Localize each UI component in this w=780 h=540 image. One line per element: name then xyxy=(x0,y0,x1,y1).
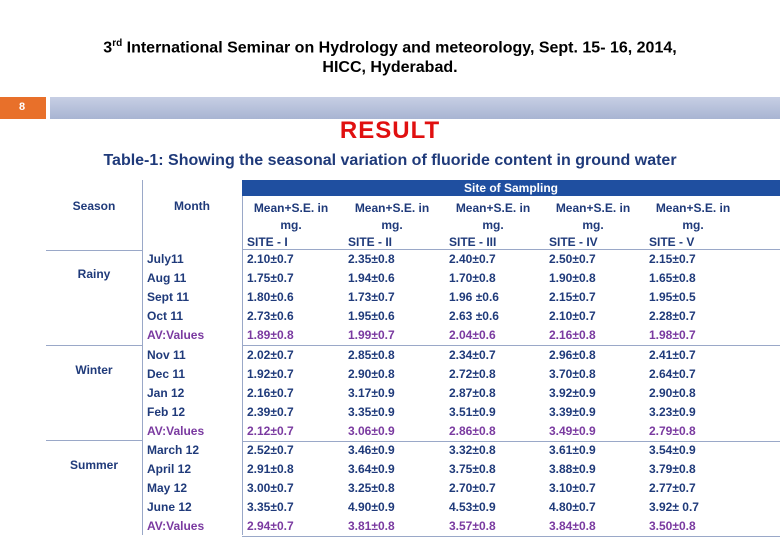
slide-number: 8 xyxy=(19,101,26,113)
table-cell-site-4: 2.50±0.7 xyxy=(549,252,596,266)
table-cell-site-5: 3.50±0.8 xyxy=(649,519,696,534)
site-3-header-line3: SITE - III xyxy=(449,235,497,249)
title-superscript: rd xyxy=(112,38,123,49)
title-line-1 xyxy=(0,34,780,58)
site-2-header-line3: SITE - II xyxy=(348,235,393,249)
table-cell-site-1: 3.35±0.7 xyxy=(247,500,294,515)
table-cell-site-2: 2.85±0.8 xyxy=(348,347,395,362)
season-column xyxy=(46,180,143,535)
table-cell-site-5: 3.79±0.8 xyxy=(649,462,696,477)
table-caption: Table-1: Showing the seasonal variation of fluoride content in ground water xyxy=(103,152,677,169)
result-heading: RESULT xyxy=(339,117,441,144)
table-cell-site-1: 2.16±0.7 xyxy=(247,385,294,400)
table-cell-site-3: 2.86±0.8 xyxy=(449,423,496,438)
table-cell-site-3: 1.70±0.8 xyxy=(449,271,496,286)
table-cell-site-4: 3.49±0.9 xyxy=(549,423,596,438)
table-cell-site-1: 2.39±0.7 xyxy=(247,404,294,419)
season-header: Season xyxy=(72,199,116,213)
table-cell-site-5: 2.79±0.8 xyxy=(649,423,696,438)
table-cell-site-2: 3.17±0.9 xyxy=(348,385,395,400)
slide-title xyxy=(0,34,780,78)
season-summer: Summer xyxy=(69,458,119,472)
site-4-header-line2: mg. xyxy=(582,218,604,232)
title-line-2: HICC, Hyderabad. xyxy=(322,59,458,77)
table-cell-site-3: 3.32±0.8 xyxy=(449,443,496,457)
table-row-month: Aug 11 xyxy=(147,271,187,286)
table-cell-site-3: 2.04±0.6 xyxy=(449,328,496,343)
table-cell-site-5: 2.15±0.7 xyxy=(649,252,696,266)
table-cell-site-4: 3.10±0.7 xyxy=(549,481,596,496)
season-row-divider xyxy=(242,345,780,346)
table-cell-site-5: 1.95±0.5 xyxy=(649,290,696,305)
table-row-month: Dec 11 xyxy=(147,366,186,381)
table-cell-site-4: 2.96±0.8 xyxy=(549,347,596,362)
season-winter: Winter xyxy=(75,363,113,377)
table-cell-site-5: 3.92± 0.7 xyxy=(649,500,699,515)
table-row-month: Sept 11 xyxy=(147,290,190,305)
table-cell-site-4: 3.84±0.8 xyxy=(549,519,596,534)
table-cell-site-2: 4.90±0.9 xyxy=(348,500,395,515)
site-5-header-line3: SITE - V xyxy=(649,235,695,249)
title-rest: International Seminar on Hydrology and meteorology, Sept. 15- 16, 2014, xyxy=(122,39,677,57)
table-cell-site-4: 2.10±0.7 xyxy=(549,309,596,324)
season-row-divider xyxy=(242,536,780,537)
table-cell-site-5: 2.90±0.8 xyxy=(649,385,696,400)
table-cell-site-2: 3.06±0.9 xyxy=(348,423,395,438)
site-2-header-line2: mg. xyxy=(381,218,403,232)
table-cell-site-1: 3.00±0.7 xyxy=(247,481,294,496)
table-cell-site-3: 3.51±0.9 xyxy=(449,404,496,419)
table-cell-site-1: 1.89±0.8 xyxy=(247,328,294,343)
table-row-month: April 12 xyxy=(147,462,192,477)
table-cell-site-5: 2.77±0.7 xyxy=(649,481,696,496)
table-cell-site-4: 4.80±0.7 xyxy=(549,500,596,515)
table-cell-site-2: 3.46±0.9 xyxy=(348,443,395,457)
table-cell-site-3: 1.96 ±0.6 xyxy=(449,290,499,305)
table-cell-site-1: 2.91±0.8 xyxy=(247,462,294,477)
table-cell-site-3: 3.75±0.8 xyxy=(449,462,496,477)
season-row-divider xyxy=(242,441,780,442)
table-cell-site-2: 2.35±0.8 xyxy=(348,252,395,266)
table-cell-site-1: 2.12±0.7 xyxy=(247,423,294,438)
table-row-month: AV:Values xyxy=(147,328,205,343)
table-row-month: Feb 12 xyxy=(147,404,186,419)
table-cell-site-1: 1.92±0.7 xyxy=(247,366,294,381)
table-row-month: June 12 xyxy=(147,500,192,515)
table-cell-site-3: 2.40±0.7 xyxy=(449,252,496,266)
table-row-month: May 12 xyxy=(147,481,188,496)
table-cell-site-1: 2.73±0.6 xyxy=(247,309,294,324)
table-cell-site-5: 1.65±0.8 xyxy=(649,271,696,286)
table-cell-site-4: 2.15±0.7 xyxy=(549,290,596,305)
table-cell-site-1: 2.94±0.7 xyxy=(247,519,294,534)
table-row-month: AV:Values xyxy=(147,519,205,534)
table-row-month: Nov 11 xyxy=(147,347,186,362)
table-cell-site-4: 1.90±0.8 xyxy=(549,271,596,286)
table-cell-site-4: 3.61±0.9 xyxy=(549,443,596,457)
site-3-header-line2: mg. xyxy=(482,218,504,232)
table-row-month: Jan 12 xyxy=(147,385,185,400)
table-row-month: Oct 11 xyxy=(147,309,184,324)
table-cell-site-1: 2.52±0.7 xyxy=(247,443,294,457)
table-cell-site-2: 1.99±0.7 xyxy=(348,328,395,343)
table-cell-site-5: 2.41±0.7 xyxy=(649,347,696,362)
season-rainy: Rainy xyxy=(77,267,111,281)
site-3-header-line1: Mean+S.E. in xyxy=(455,201,531,215)
decorative-bar xyxy=(50,97,780,119)
table-row-month: AV:Values xyxy=(147,423,205,438)
table-cell-site-2: 3.81±0.8 xyxy=(348,519,395,534)
table-cell-site-4: 3.39±0.9 xyxy=(549,404,596,419)
table-cell-site-2: 3.35±0.9 xyxy=(348,404,395,419)
table-cell-site-3: 3.57±0.8 xyxy=(449,519,496,534)
slide-number-bar xyxy=(0,97,46,119)
season-divider xyxy=(46,440,142,441)
table-cell-site-2: 2.90±0.8 xyxy=(348,366,395,381)
title-prefix: 3 xyxy=(103,39,113,57)
table-cell-site-5: 2.64±0.7 xyxy=(649,366,696,381)
table-cell-site-4: 3.92±0.9 xyxy=(549,385,596,400)
site-2-header-line1: Mean+S.E. in xyxy=(354,201,430,215)
site-1-header-line2: mg. xyxy=(280,218,302,232)
table-cell-site-4: 2.16±0.8 xyxy=(549,328,596,343)
site-1-header-line3: SITE - I xyxy=(247,235,288,249)
site-4-header-line3: SITE - IV xyxy=(549,235,598,249)
table-cell-site-1: 1.75±0.7 xyxy=(247,271,294,286)
site-5-header-line2: mg. xyxy=(682,218,704,232)
table-cell-site-1: 2.02±0.7 xyxy=(247,347,294,362)
table-row-month: March 12 xyxy=(147,443,200,457)
table-cell-site-2: 3.25±0.8 xyxy=(348,481,395,496)
table-cell-site-5: 3.23±0.9 xyxy=(649,404,696,419)
season-divider xyxy=(46,345,142,346)
site-4-header-line1: Mean+S.E. in xyxy=(555,201,631,215)
site-1-header-line1: Mean+S.E. in xyxy=(253,201,329,215)
table-cell-site-3: 2.70±0.7 xyxy=(449,481,496,496)
table-cell-site-2: 1.73±0.7 xyxy=(348,290,395,305)
table-cell-site-3: 2.87±0.8 xyxy=(449,385,496,400)
season-divider xyxy=(46,250,142,251)
table-cell-site-5: 3.54±0.9 xyxy=(649,443,696,457)
table-cell-site-4: 3.70±0.8 xyxy=(549,366,596,381)
table-cell-site-1: 1.80±0.6 xyxy=(247,290,294,305)
table-cell-site-2: 1.95±0.6 xyxy=(348,309,395,324)
table-cell-site-2: 1.94±0.6 xyxy=(348,271,395,286)
table-cell-site-3: 2.72±0.8 xyxy=(449,366,496,381)
table-cell-site-3: 2.63 ±0.6 xyxy=(449,309,499,324)
month-header: Month xyxy=(174,199,210,213)
site-5-header-line1: Mean+S.E. in xyxy=(655,201,731,215)
table-row-month: July11 xyxy=(147,252,184,266)
table-cell-site-4: 3.88±0.9 xyxy=(549,462,596,477)
table-cell-site-5: 2.28±0.7 xyxy=(649,309,696,324)
table-cell-site-5: 1.98±0.7 xyxy=(649,328,696,343)
table-cell-site-3: 4.53±0.9 xyxy=(449,500,496,515)
table-cell-site-1: 2.10±0.7 xyxy=(247,252,294,266)
header-divider xyxy=(242,249,780,250)
site-group-header: Site of Sampling xyxy=(242,180,780,196)
table-cell-site-2: 3.64±0.9 xyxy=(348,462,395,477)
table-cell-site-3: 2.34±0.7 xyxy=(449,347,496,362)
